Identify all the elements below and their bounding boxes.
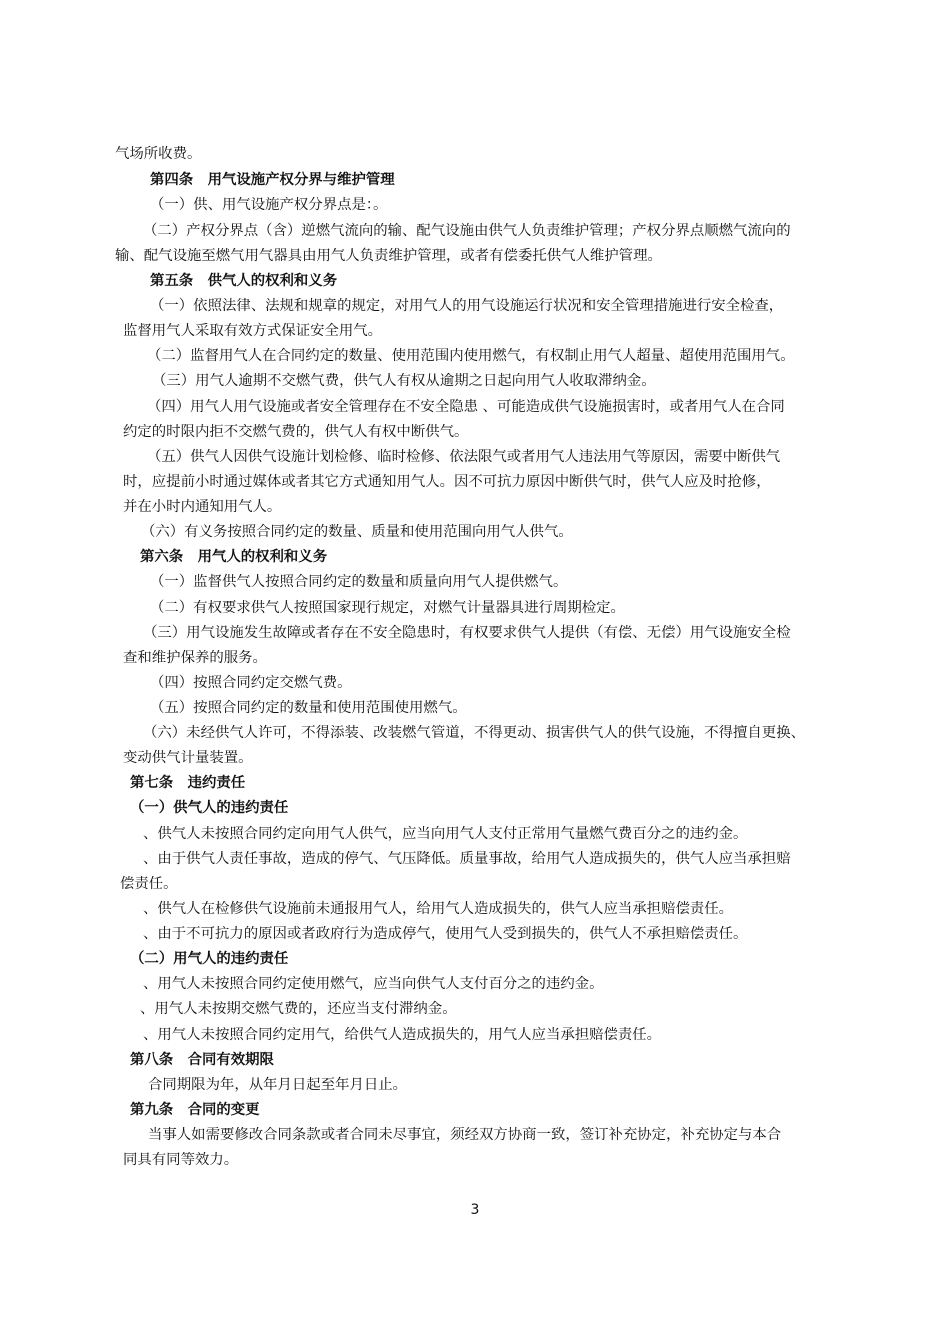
text-line: （三）用气人逾期不交燃气费，供气人有权从逾期之日起向用气人收取滞纳金。 xyxy=(152,373,656,389)
text-line: 、供气人在检修供气设施前未通报用气人，给用气人造成损失的，供气人应当承担赔偿责任。 xyxy=(143,901,734,917)
text-line: 约定的时限内拒不交燃气费的，供气人有权中断供气。 xyxy=(123,424,469,440)
text-line: 查和维护保养的服务。 xyxy=(123,650,267,666)
text-line: （四）按照合同约定交燃气费。 xyxy=(150,675,352,691)
text-line: 、用气人未按照合同约定使用燃气，应当向供气人支付百分之的违约金。 xyxy=(143,976,604,992)
section-heading: （一）供气人的违约责任 xyxy=(130,800,289,816)
text-line: （六）未经供气人许可，不得添装、改装燃气管道，不得更动、损害供气人的供气设施，不得擅自更换、 xyxy=(143,725,805,741)
text-line: 并在小时内通知用气人。 xyxy=(123,499,282,515)
text-line: （六）有义务按照合同约定的数量、质量和使用范围向用气人供气。 xyxy=(141,524,573,540)
text-line: 、用气人未按期交燃气费的，还应当支付滞纳金。 xyxy=(140,1001,457,1017)
text-line: 同具有同等效力。 xyxy=(123,1152,239,1168)
text-line: （五）供气人因供气设施计划检修、临时检修、依法限气或者用气人违法用气等原因，需要中断供气 xyxy=(147,449,781,465)
text-line: 监督用气人采取有效方式保证安全用气。 xyxy=(123,323,383,339)
section-heading: （二）用气人的违约责任 xyxy=(130,951,289,967)
text-line: 、由于不可抗力的原因或者政府行为造成停气，使用气人受到损失的，供气人不承担赔偿责任。 xyxy=(143,926,748,942)
article-heading: 第六条 用气人的权利和义务 xyxy=(140,549,328,565)
text-line: 时，应提前小时通过媒体或者其它方式通知用气人。因不可抗力原因中断供气时，供气人应及时抢修， xyxy=(123,474,771,490)
article-heading: 第七条 违约责任 xyxy=(130,775,246,791)
text-line: 变动供气计量装置。 xyxy=(123,750,253,766)
page-number: 3 xyxy=(470,1202,480,1218)
article-heading: 第九条 合同的变更 xyxy=(130,1102,260,1118)
text-line: 、用气人未按照合同约定用气，给供气人造成损失的，用气人应当承担赔偿责任。 xyxy=(143,1027,662,1043)
text-line: 、供气人未按照合同约定向用气人供气，应当向用气人支付正常用气量燃气费百分之的违约金。 xyxy=(143,826,748,842)
text-line: （二）有权要求供气人按照国家现行规定，对燃气计量器具进行周期检定。 xyxy=(150,600,625,616)
text-line: （二）监督用气人在合同约定的数量、使用范围内使用燃气，有权制止用气人超量、超使用范围用气。 xyxy=(147,348,795,364)
text-line: 当事人如需要修改合同条款或者合同未尽事宜，须经双方协商一致，签订补充协定，补充协定与本合 xyxy=(148,1127,782,1143)
text-line: 输、配气设施至燃气用气器具由用气人负责维护管理，或者有偿委托供气人维护管理。 xyxy=(115,248,662,264)
text-line: （五）按照合同约定的数量和使用范围使用燃气。 xyxy=(150,700,467,716)
text-line: （四）用气人用气设施或者安全管理存在不安全隐患 、可能造成供气设施损害时，或者用气人在合同 xyxy=(147,399,785,415)
text-line: （一）监督供气人按照合同约定的数量和质量向用气人提供燃气。 xyxy=(150,574,568,590)
text-line: 偿责任。 xyxy=(120,876,178,892)
text-line: （三）用气设施发生故障或者存在不安全隐患时，有权要求供气人提供（有偿、无偿）用气设施安全检 xyxy=(143,625,791,641)
text-line: 气场所收费。 xyxy=(115,146,202,162)
article-heading: 第八条 合同有效期限 xyxy=(130,1052,274,1068)
text-line: （一）依照法律、法规和规章的规定，对用气人的用气设施运行状况和安全管理措施进行安全检查， xyxy=(150,298,784,314)
article-heading: 第五条 供气人的权利和义务 xyxy=(150,273,338,289)
text-line: （二）产权分界点（含）逆燃气流向的输、配气设施由供气人负责维护管理；产权分界点顺燃气流向的 xyxy=(143,223,791,239)
text-line: 合同期限为年，从年月日起至年月日止。 xyxy=(148,1077,408,1093)
text-line: （一）供、用气设施产权分界点是：。 xyxy=(150,197,388,213)
text-line: 、由于供气人责任事故，造成的停气、气压降低。质量事故，给用气人造成损失的，供气人应当承担赔 xyxy=(143,851,791,867)
article-heading: 第四条 用气设施产权分界与维护管理 xyxy=(150,172,395,188)
